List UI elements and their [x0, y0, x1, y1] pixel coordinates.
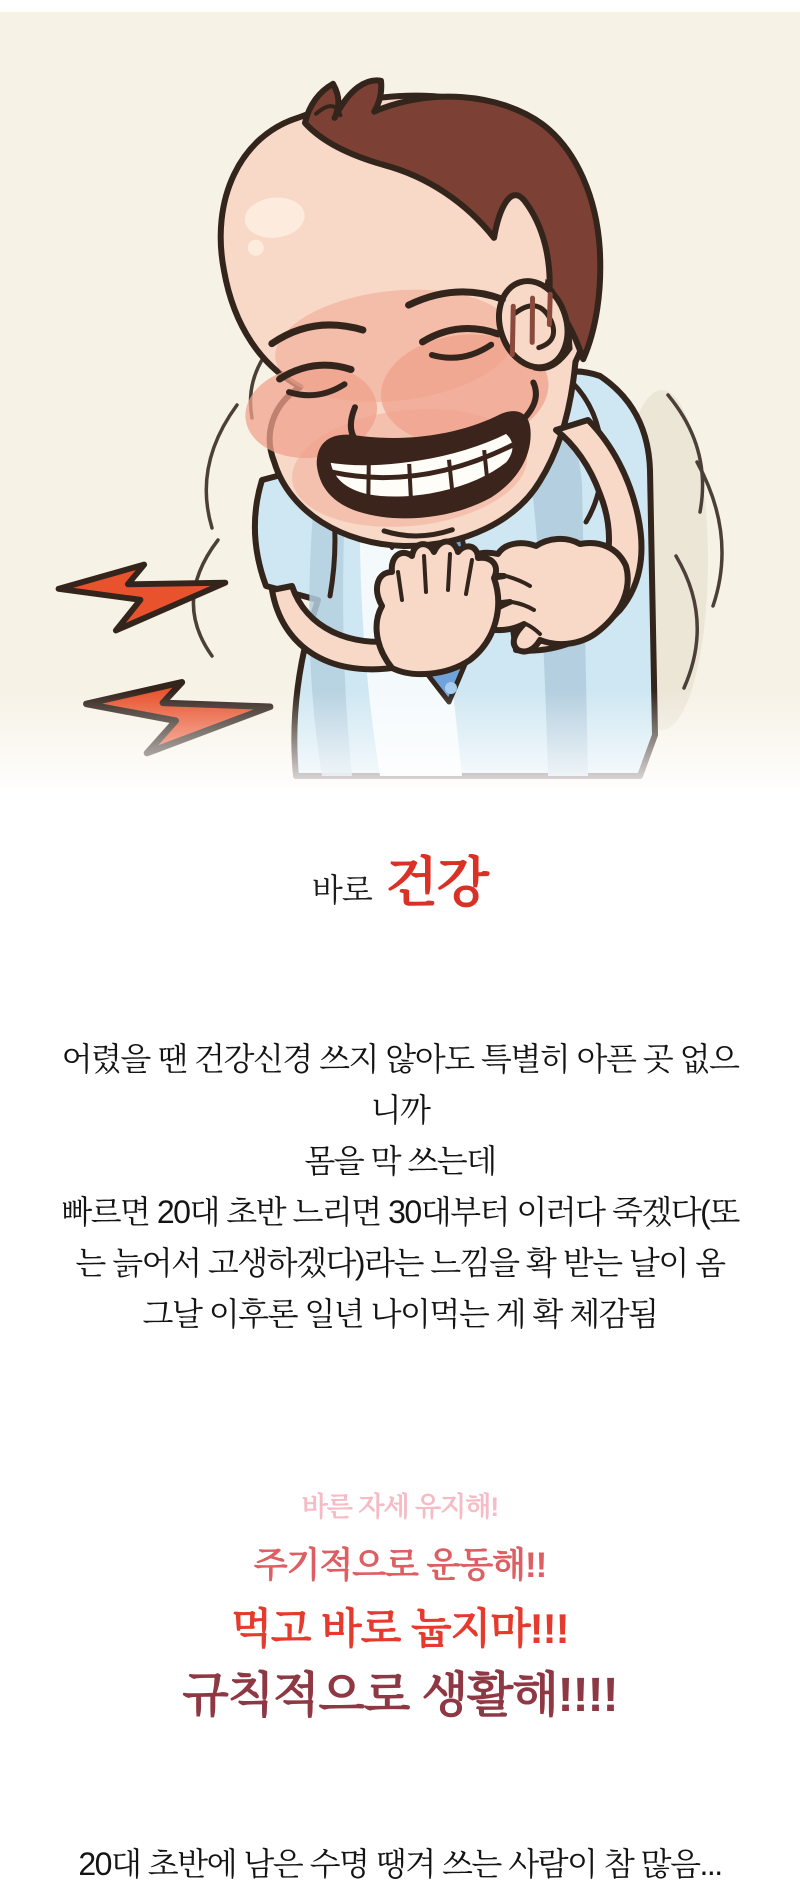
title-row [0, 852, 800, 928]
man-left-hand [377, 542, 499, 675]
footer-line: 20대 초반에 남은 수명 땡겨 쓰는 사람이 참 많음... [78, 1846, 722, 1882]
paragraph-line: 는 늙어서 고생하겠다)라는 느낌을 확 받는 날이 옴 [75, 1245, 725, 1281]
title-prefix: 바로 [311, 872, 372, 908]
bottom-fade [0, 690, 800, 788]
advice-line-2: 주기적으로 운동해!! [253, 1546, 547, 1585]
chest-pain-illustration [0, 12, 800, 788]
advice-line-3: 먹고 바로 눕지마!!! [231, 1605, 569, 1652]
body-paragraph [0, 1034, 800, 1340]
chest-pain-illustration-svg [0, 12, 800, 788]
title-emphasis: 건강 [385, 853, 489, 913]
paragraph-line: 어렸을 땐 건강신경 쓰지 않아도 특별히 아픈 곳 없으 [61, 1041, 739, 1077]
paragraph-line: 그날 이후론 일년 나이먹는 게 확 체감됨 [142, 1296, 658, 1332]
advice-line-1: 바른 자세 유지해! [301, 1492, 499, 1522]
paragraph-line: 빠르면 20대 초반 느리면 30대부터 이러다 죽겠다(또 [61, 1194, 739, 1230]
advice-line-4: 규칙적으로 생활해!!!! [182, 1669, 618, 1722]
paragraph-line: 몸을 막 쓰는데 [304, 1143, 496, 1179]
advice-block [0, 1490, 800, 1724]
paragraph-line: 니까 [370, 1092, 430, 1128]
